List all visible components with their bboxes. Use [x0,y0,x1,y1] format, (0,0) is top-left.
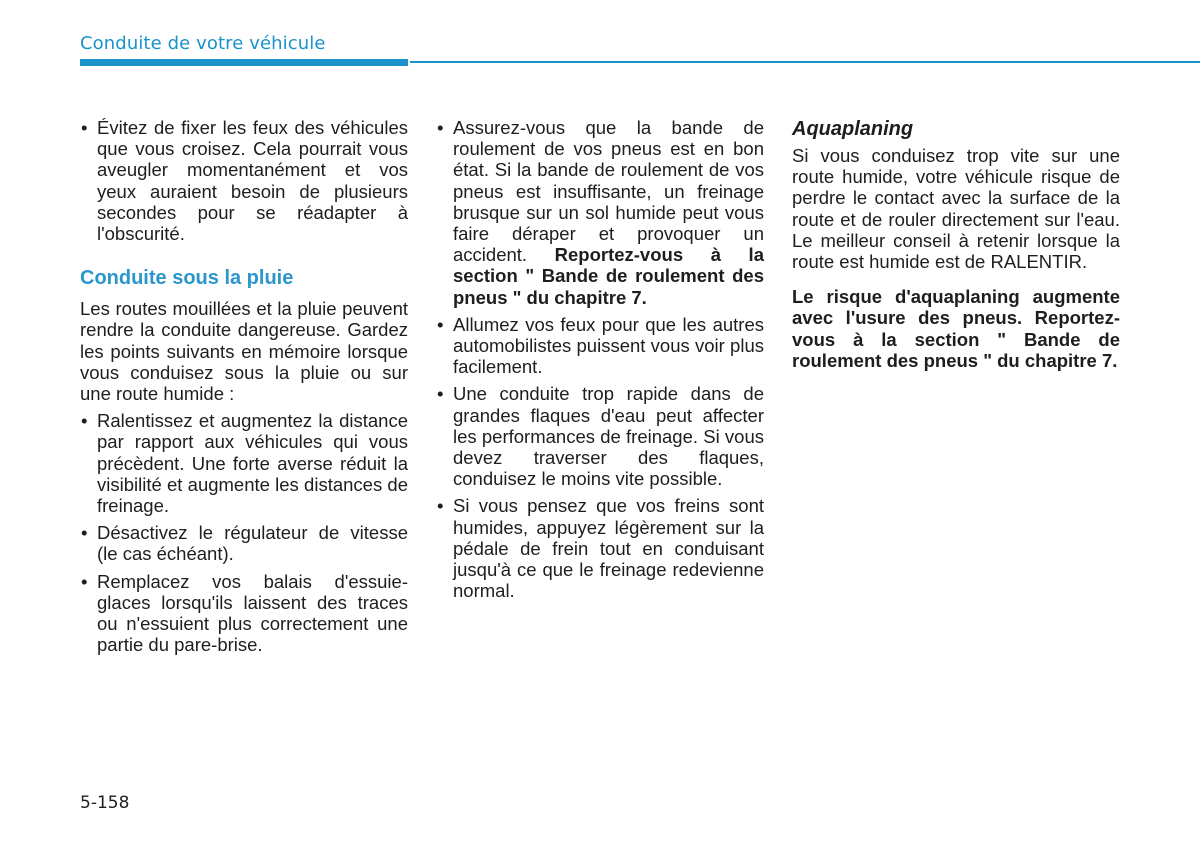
sub-heading-aquaplaning: Aquaplaning [792,118,914,140]
list-item: • Évitez de fixer les feux des véhicules que vous croisez. Cela pourrait vous aveugler momentanément et vos yeux auraient besoin de plusieurs secondes pour se réadapter à l'obscurité. [80,117,408,244]
tire-tread-reference: Reportez-vous à la section " Bande de roulement des pneus " du chapitre 7. [453,244,764,308]
rain-tips-list-continued [436,117,764,601]
rain-tips-list [80,410,408,655]
chapter-title: Conduite de votre véhicule [80,33,326,54]
column-left [80,117,408,661]
list-item: • Remplacez vos balais d'essuie-glaces lorsqu'ils laissent des traces ou n'essuient plus correctement une partie du pare-brise. [80,571,408,656]
section-intro: Les routes mouillées et la pluie peuvent rendre la conduite dangereuse. Gardez les points suivants en mémoire lorsque vous conduisez sous la pluie ou sur une route humide : [80,298,408,405]
section-heading-rain: Conduite sous la pluie [80,267,294,290]
header-rule-thin [410,61,1200,63]
page-number: 5-158 [80,793,130,813]
list-item: • Ralentissez et augmentez la distance par rapport aux véhicules qui vous précèdent. Une forte averse réduit la visibilité et augmente les distances de freinage. [80,410,408,516]
list-item: • Désactivez le régulateur de vitesse (le cas échéant). [80,522,408,564]
aquaplaning-paragraph: Si vous conduisez trop vite sur une route humide, votre véhicule risque de perdre le contact avec la surface de la route et de rouler directement sur l'eau. Le meilleur conseil à retenir lorsque la route est humide est de RALENTIR. [792,145,1120,273]
aquaplaning-warning: Le risque d'aquaplaning augmente avec l'usure des pneus. Reportez-vous à la section " Bande de roulement des pneus " du chapitre 7. [792,286,1120,371]
list-item [436,117,764,308]
header-rule-thick [80,59,408,66]
column-right [792,117,1120,371]
tire-tread-text: Assurez-vous que la bande de roulement de vos pneus est en bon état. Si la bande de roulement de vos pneus est insuffisante, un freinage brusque sur un sol humide peut vous faire déraper et provoquer un accident. [453,117,764,266]
intro-list [80,117,408,244]
list-item: • Allumez vos feux pour que les autres automobilistes puissent vous voir plus facilement. [436,314,764,378]
list-item: • Si vous pensez que vos freins sont humides, appuyez légèrement sur la pédale de frein tout en conduisant jusqu'à ce que le freinage redevienne normal. [436,495,764,601]
list-item: • Une conduite trop rapide dans de grandes flaques d'eau peut affecter les performances de freinage. Si vous devez traverser des flaques, conduisez le moins vite possible. [436,383,764,489]
column-middle [436,117,764,607]
